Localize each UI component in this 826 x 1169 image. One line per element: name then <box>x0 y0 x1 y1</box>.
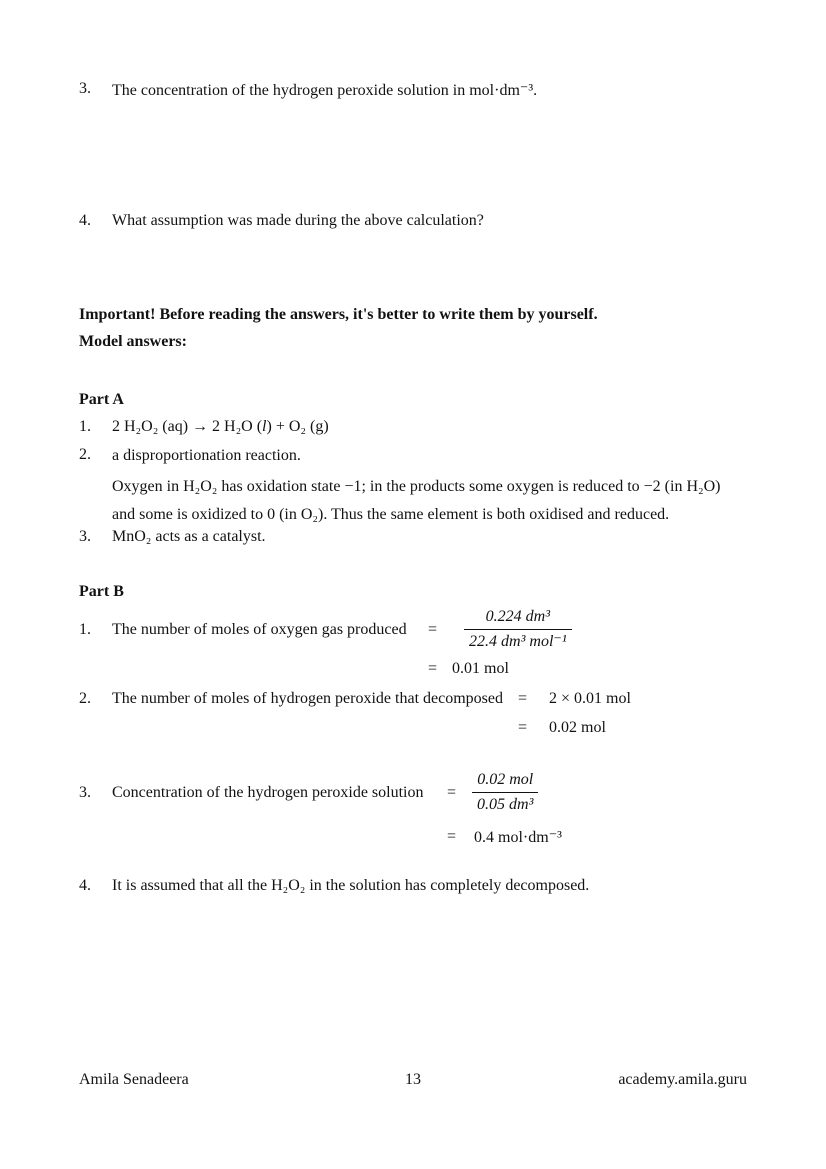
equals-sign: = <box>447 828 457 845</box>
part-b-item-3-number: 3. <box>79 783 91 801</box>
part-b-item-1-number: 1. <box>79 620 91 638</box>
part-a-item-1-equation <box>112 418 329 436</box>
part-a-heading: Part A <box>79 391 124 408</box>
question-4-number: 4. <box>79 212 91 229</box>
part-b-item-2-row-2 <box>518 719 747 737</box>
equals-sign: = <box>428 620 438 638</box>
part-b-item-2-value: 2 × 0.01 mol <box>549 690 631 707</box>
fraction <box>464 607 572 652</box>
part-b-item-1-row-2 <box>428 660 747 678</box>
equals-sign: = <box>428 660 438 677</box>
question-4-text: What assumption was made during the above calculation? <box>112 212 484 229</box>
part-a-item-3 <box>79 528 747 546</box>
question-3 <box>79 80 747 100</box>
fraction-numerator: 0.224 dm³ <box>464 607 572 630</box>
part-a-item-2-text <box>112 446 720 528</box>
part-a-item-2 <box>79 446 747 528</box>
fraction-denominator: 22.4 dm³ mol⁻¹ <box>469 633 567 650</box>
part-b-item-2 <box>79 690 747 737</box>
footer-site: academy.amila.guru <box>618 1071 747 1088</box>
part-b-item-1-row-1 <box>79 607 747 652</box>
equals-sign: = <box>447 783 457 801</box>
part-a-item-1 <box>79 418 747 436</box>
part-a-item-2-number: 2. <box>79 446 91 463</box>
footer-author: Amila Senadeera <box>79 1071 189 1088</box>
part-a-item-3-text: MnO₂ acts as a catalyst. <box>112 528 266 545</box>
page-footer <box>79 1071 747 1089</box>
equation-italic-l: l <box>262 418 267 435</box>
part-a-item-3-number: 3. <box>79 528 91 545</box>
footer-page-number: 13 <box>405 1071 421 1088</box>
model-answers-heading: Model answers: <box>79 333 187 350</box>
question-3-number: 3. <box>79 80 91 97</box>
part-b-item-2-number: 2. <box>79 690 91 707</box>
part-b-item-3 <box>79 770 747 847</box>
part-b-item-4-number: 4. <box>79 877 91 894</box>
equals-sign: = <box>518 719 528 736</box>
part-b-item-1 <box>79 607 747 678</box>
part-b-heading: Part B <box>79 583 124 600</box>
part-b-item-2-label: The number of moles of hydrogen peroxide that decomposed <box>112 690 503 707</box>
part-b-item-3-row-1 <box>79 770 747 815</box>
part-a-item-2-line-3: and some is oxidized to 0 (in O₂). Thus the same element is both oxidised and reduced. <box>112 505 670 523</box>
part-b-item-3-result: 0.4 mol·dm⁻³ <box>474 829 562 846</box>
fraction <box>472 770 538 815</box>
equation-pre: 2 H₂O₂ (aq) → 2 H₂O ( <box>112 418 263 435</box>
fraction-denominator: 0.05 dm³ <box>477 796 534 813</box>
part-b-item-1-label: The number of moles of oxygen gas produced <box>112 620 407 638</box>
part-b-item-2-row-1 <box>79 690 747 708</box>
part-a-item-1-number: 1. <box>79 418 91 435</box>
part-b-item-3-row-2 <box>447 827 747 847</box>
part-b-item-4-text: It is assumed that all the H₂O₂ in the solution has completely decomposed. <box>112 877 590 894</box>
equals-sign: = <box>518 690 528 707</box>
question-3-text: The concentration of the hydrogen peroxide solution in mol·dm⁻³. <box>112 82 538 99</box>
question-4 <box>79 212 747 230</box>
part-b-item-1-result: 0.01 mol <box>452 660 509 677</box>
part-a-item-2-line-2: Oxygen in H₂O₂ has oxidation state −1; in the products some oxygen is reduced to −2 (in H₂O) <box>112 478 721 495</box>
fraction-numerator: 0.02 mol <box>472 770 538 793</box>
important-note: Important! Before reading the answers, it's better to write them by yourself. <box>79 306 598 323</box>
equation-post: ) + O₂ (g) <box>266 418 329 435</box>
part-a-item-2-line-1: a disproportionation reaction. <box>112 447 301 464</box>
part-b-item-4 <box>79 877 747 895</box>
part-b-item-2-result: 0.02 mol <box>549 719 606 736</box>
part-b-item-3-label: Concentration of the hydrogen peroxide solution <box>112 783 424 801</box>
